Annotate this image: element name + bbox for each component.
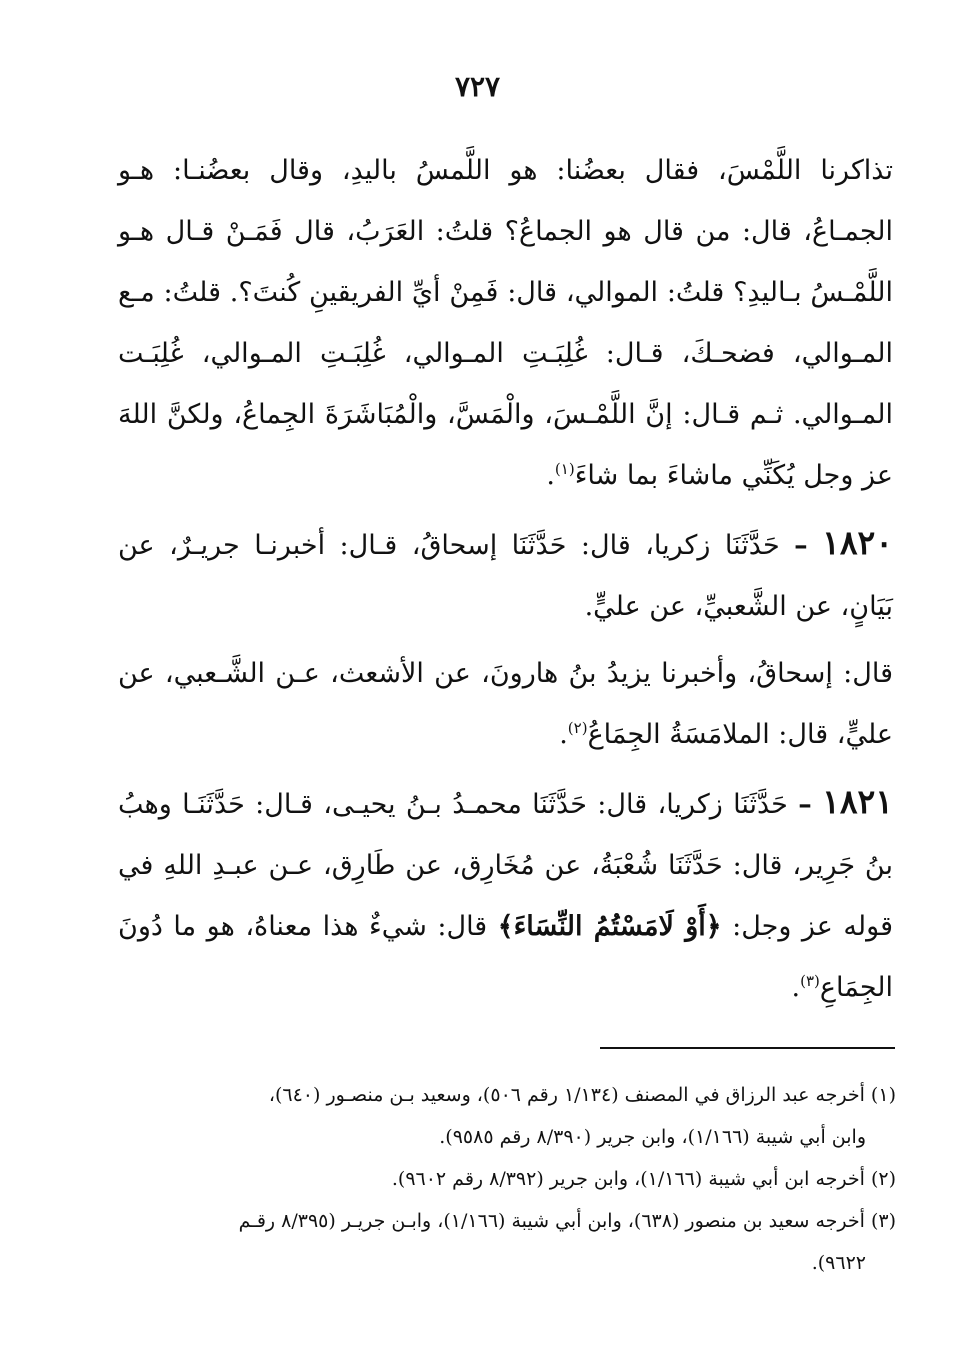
paragraph-3-text: قال: إسحاقُ، وأخبرنا يزيدُ بنُ هارونَ، عن الأشعث، عـن الشَّـعبي، عن عليٍّ، قال: الملامَسَةُ الجِمَاعُ (118, 658, 893, 750)
hadith-number-1821: ١٨٢١ (822, 782, 894, 821)
hadith-1820 (118, 512, 893, 637)
footnote-ref-1: (١) (554, 460, 575, 478)
footnote-separator (600, 1047, 895, 1049)
hadith-1821-end: . (791, 972, 801, 1003)
footnote-ref-2: (٢) (567, 719, 588, 737)
footnote-2 (118, 1158, 896, 1200)
main-text (118, 140, 893, 1018)
footnote-3-line-2: ٩٦٢٢). (811, 1252, 866, 1274)
quran-quote: ﴿أَوْ لَامَسْتُمُ النِّسَاءَ﴾ (497, 911, 722, 942)
paragraph-3 (118, 643, 893, 765)
footnotes (118, 1074, 896, 1284)
footnote-3 (118, 1200, 896, 1242)
footnote-3-line-1: (٣) أخرجه سعيد بن منصور (٦٣٨)، وابن أبي شيبة (١/١٦٦)، وابـن جريـر (٨/٣٩٥ رقـم (238, 1210, 896, 1232)
footnote-1-cont (118, 1116, 896, 1158)
hadith-1820-text: حَدَّثَنَا زكريا، قال: حَدَّثَنَا إسحاقُ، قـال: أخبرنـا جريـرٌ، عن بَيَانٍ، عن الشَّعبيِّ، عن عليٍّ. (118, 530, 893, 622)
hadith-number-1820: ١٨٢٠ (822, 523, 893, 562)
footnote-ref-3: (٣) (800, 972, 820, 990)
paragraph-1-text: تذاكرنا اللَّمْسَ، فقال بعضُنا: هو اللَّمسُ باليدِ، وقال بعضُنـا: هـو الجمـاعُ، قال: من قال هو الجماعُ؟ قلتُ: العَرَبُ، قال فَمَـنْ قـال هـو اللَّمْـسُ بـاليدِ؟ قلتُ: الموالي، قال: فَمِنْ أيِّ الفريقينِ كُنتَ؟. قلتُ: مـع المـوالي، فضحـكَ، قـال: غُلِبَـتِ المـوالي، غُلِبَـتِ المـوالي، غُلِبَـت المـوالي. ثـم قـال: إنَّ اللَّمْـسَ، والْمَسَّ، والْمُبَاشَرَةَ الجِماعُ، ولكنَّ اللهَ عز وجل يُكَنِّي ماشاءَ بما شاءَ (118, 155, 893, 491)
hadith-1821-text-b: قال: شيءٌ هذا معناهُ، هو ما دُونَ الجِمَاعِ (118, 911, 893, 1003)
hadith-1821 (118, 771, 893, 1018)
footnote-1-line-1: (١) أخرجه عبد الرزاق في المصنف (١/١٣٤ رقم ٥٠٦)، وسعيد بـن منصـور (٦٤٠)، (268, 1084, 896, 1106)
footnote-2-line-1: (٢) أخرجه ابن أبي شيبة (١/١٦٦)، وابن جرير (٨/٣٩٢ رقم ٩٦٠٢). (391, 1168, 896, 1190)
page-number: ٧٢٧ (454, 70, 501, 103)
paragraph-1: تذاكرنا اللَّمْسَ، فقال بعضُنا: هو اللَّمسُ باليدِ، وقال بعضُنـا: هـو الجمـاعُ، قال: من قال هو الجماعُ؟ قلتُ: العَرَبُ، قال فَمَـنْ قـال هـو اللَّمْـسُ بـاليدِ؟ قلتُ: الموالي، قال: فَمِنْ أيِّ الفريقينِ كُنتَ؟. قلتُ: مـع المـوالي، فضحـكَ، قـال: غُلِبَـتِ المـوالي، غُلِبَـتِ المـوالي، غُلِبَـت المـوالي. ثـم قـال: إنَّ اللَّمْـسَ، والْمَسَّ، والْمُبَاشَرَةَ الجِماعُ، ولكنَّ اللهَ عز وجل يُكَنِّي ماشاءَ بما شاءَ$^{(١)}$. (118, 155, 893, 491)
hadith-dash: – (798, 789, 812, 820)
footnote-1-line-2: وابن أبي شيبة (١/١٦٦)، وابن جرير (٨/٣٩٠ رقم ٩٥٨٥). (439, 1126, 866, 1148)
paragraph-3-end: . (559, 719, 568, 750)
footnote-1 (118, 1074, 896, 1116)
footnote-3-cont (118, 1242, 896, 1284)
hadith-1821-text-a: حَدَّثَنَا زكريا، قال: حَدَّثَنَا محمـدُ بـنُ يحيـى، قـال: حَدَّثَنَـا وهبُ بنُ جَرِير، قال: حَدَّثَنَا شُعْبَةُ، عن مُخَارِق، عن طَارِق، عـن عبـدِ اللهِ في قوله عز وجل: (118, 789, 893, 942)
hadith-dash: – (794, 530, 808, 561)
